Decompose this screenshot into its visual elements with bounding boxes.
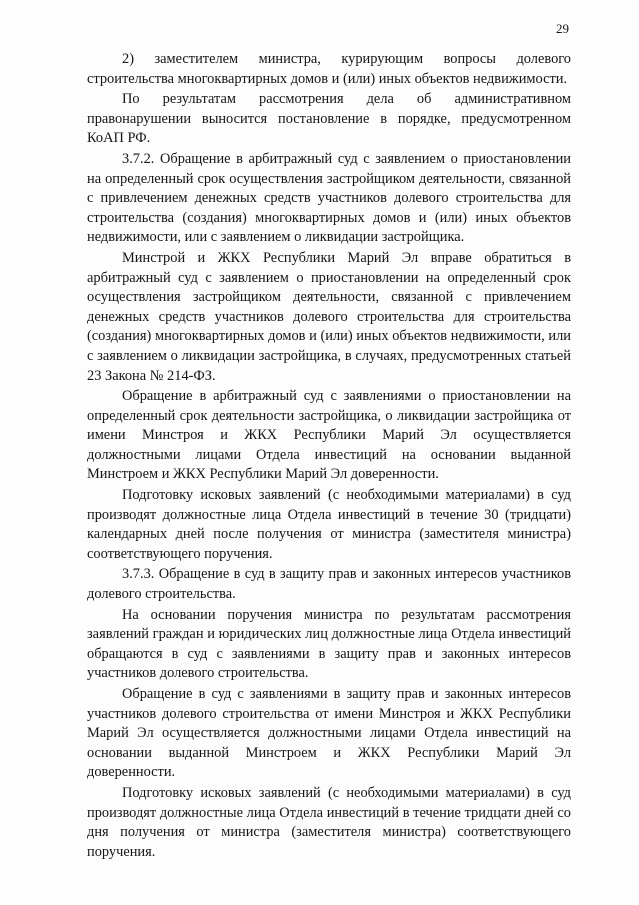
page-number: 29 bbox=[556, 21, 569, 36]
paragraph-claims-preparation-thirty-days: Подготовку исковых заявлений (с необходимыми материалами) в суд производят должностные лица Отдела инвестиций в течение тридцати дней со дня получения от министра (заместителя министра) соответствующего поручения. bbox=[87, 784, 571, 860]
paragraph-item-2: 2) заместителем министра, курирующим вопросы долевого строительства многоквартирных домов и (или) иных объектов недвижимости. bbox=[87, 51, 571, 87]
document-body bbox=[87, 50, 571, 862]
paragraph-arbitration-appeal: Обращение в арбитражный суд с заявлениями о приостановлении на определенный срок деятельности застройщика, о ликвидации застройщика от имени Минстроя и ЖКХ Республики Марий Эл осуществляется должностными лицами Отдела инвестиций на основании выданной Минстроем и ЖКХ Республики Марий Эл доверенности. bbox=[87, 388, 571, 483]
paragraph-court-appeal-authority: Обращение в суд с заявлениями в защиту прав и законных интересов участников долевого строительства от имени Минстроя и ЖКХ Республики Марий Эл осуществляется должностными лицами Отдела инвестиций на основании выданной Минстроем и ЖКХ Республики Марий Эл доверенности. bbox=[87, 686, 571, 781]
paragraph-3-7-3-heading: 3.7.3. Обращение в суд в защиту прав и законных интересов участников долевого строительства. bbox=[87, 566, 571, 603]
paragraph-court-appeal-basis: На основании поручения министра по результатам рассмотрения заявлений граждан и юридических лиц должностные лица Отдела инвестиций обращаются в суд с заявлениями в защиту прав и законных интересов участников долевого строительства. bbox=[87, 606, 571, 682]
paragraph-claims-preparation-30-days: Подготовку исковых заявлений (с необходимыми материалами) в суд производят должностные лица Отдела инвестиций в течение 30 (тридцати) календарных дней после получения от министра (заместителя министра) соответствующего поручения. bbox=[87, 487, 571, 562]
paragraph-administrative-decision: По результатам рассмотрения дела об административном правонарушении выносится постановление в порядке, предусмотренном КоАП РФ. bbox=[87, 91, 571, 147]
paragraph-3-7-2-heading: 3.7.2. Обращение в арбитражный суд с заявлением о приостановлении на определенный срок осуществления застройщиком деятельности, связанной с привлечением денежных средств участников долевого строительства для строительства (создания) многоквартирных домов и (или) иных объектов недвижимости, или с заявлением о ликвидации застройщика. bbox=[87, 150, 571, 246]
paragraph-minstroy-right: Минстрой и ЖКХ Республики Марий Эл вправе обратиться в арбитражный суд с заявлением о приостановлении на определенный срок осуществления застройщиком деятельности, связанной с привлечением денежных средств участников долевого строительства для строительства (создания) многоквартирных домов и (или) иных объектов недвижимости, или с заявлением о ликвидации застройщика, в случаях, предусмотренных статьей 23 Закона № 214-ФЗ. bbox=[87, 249, 571, 384]
